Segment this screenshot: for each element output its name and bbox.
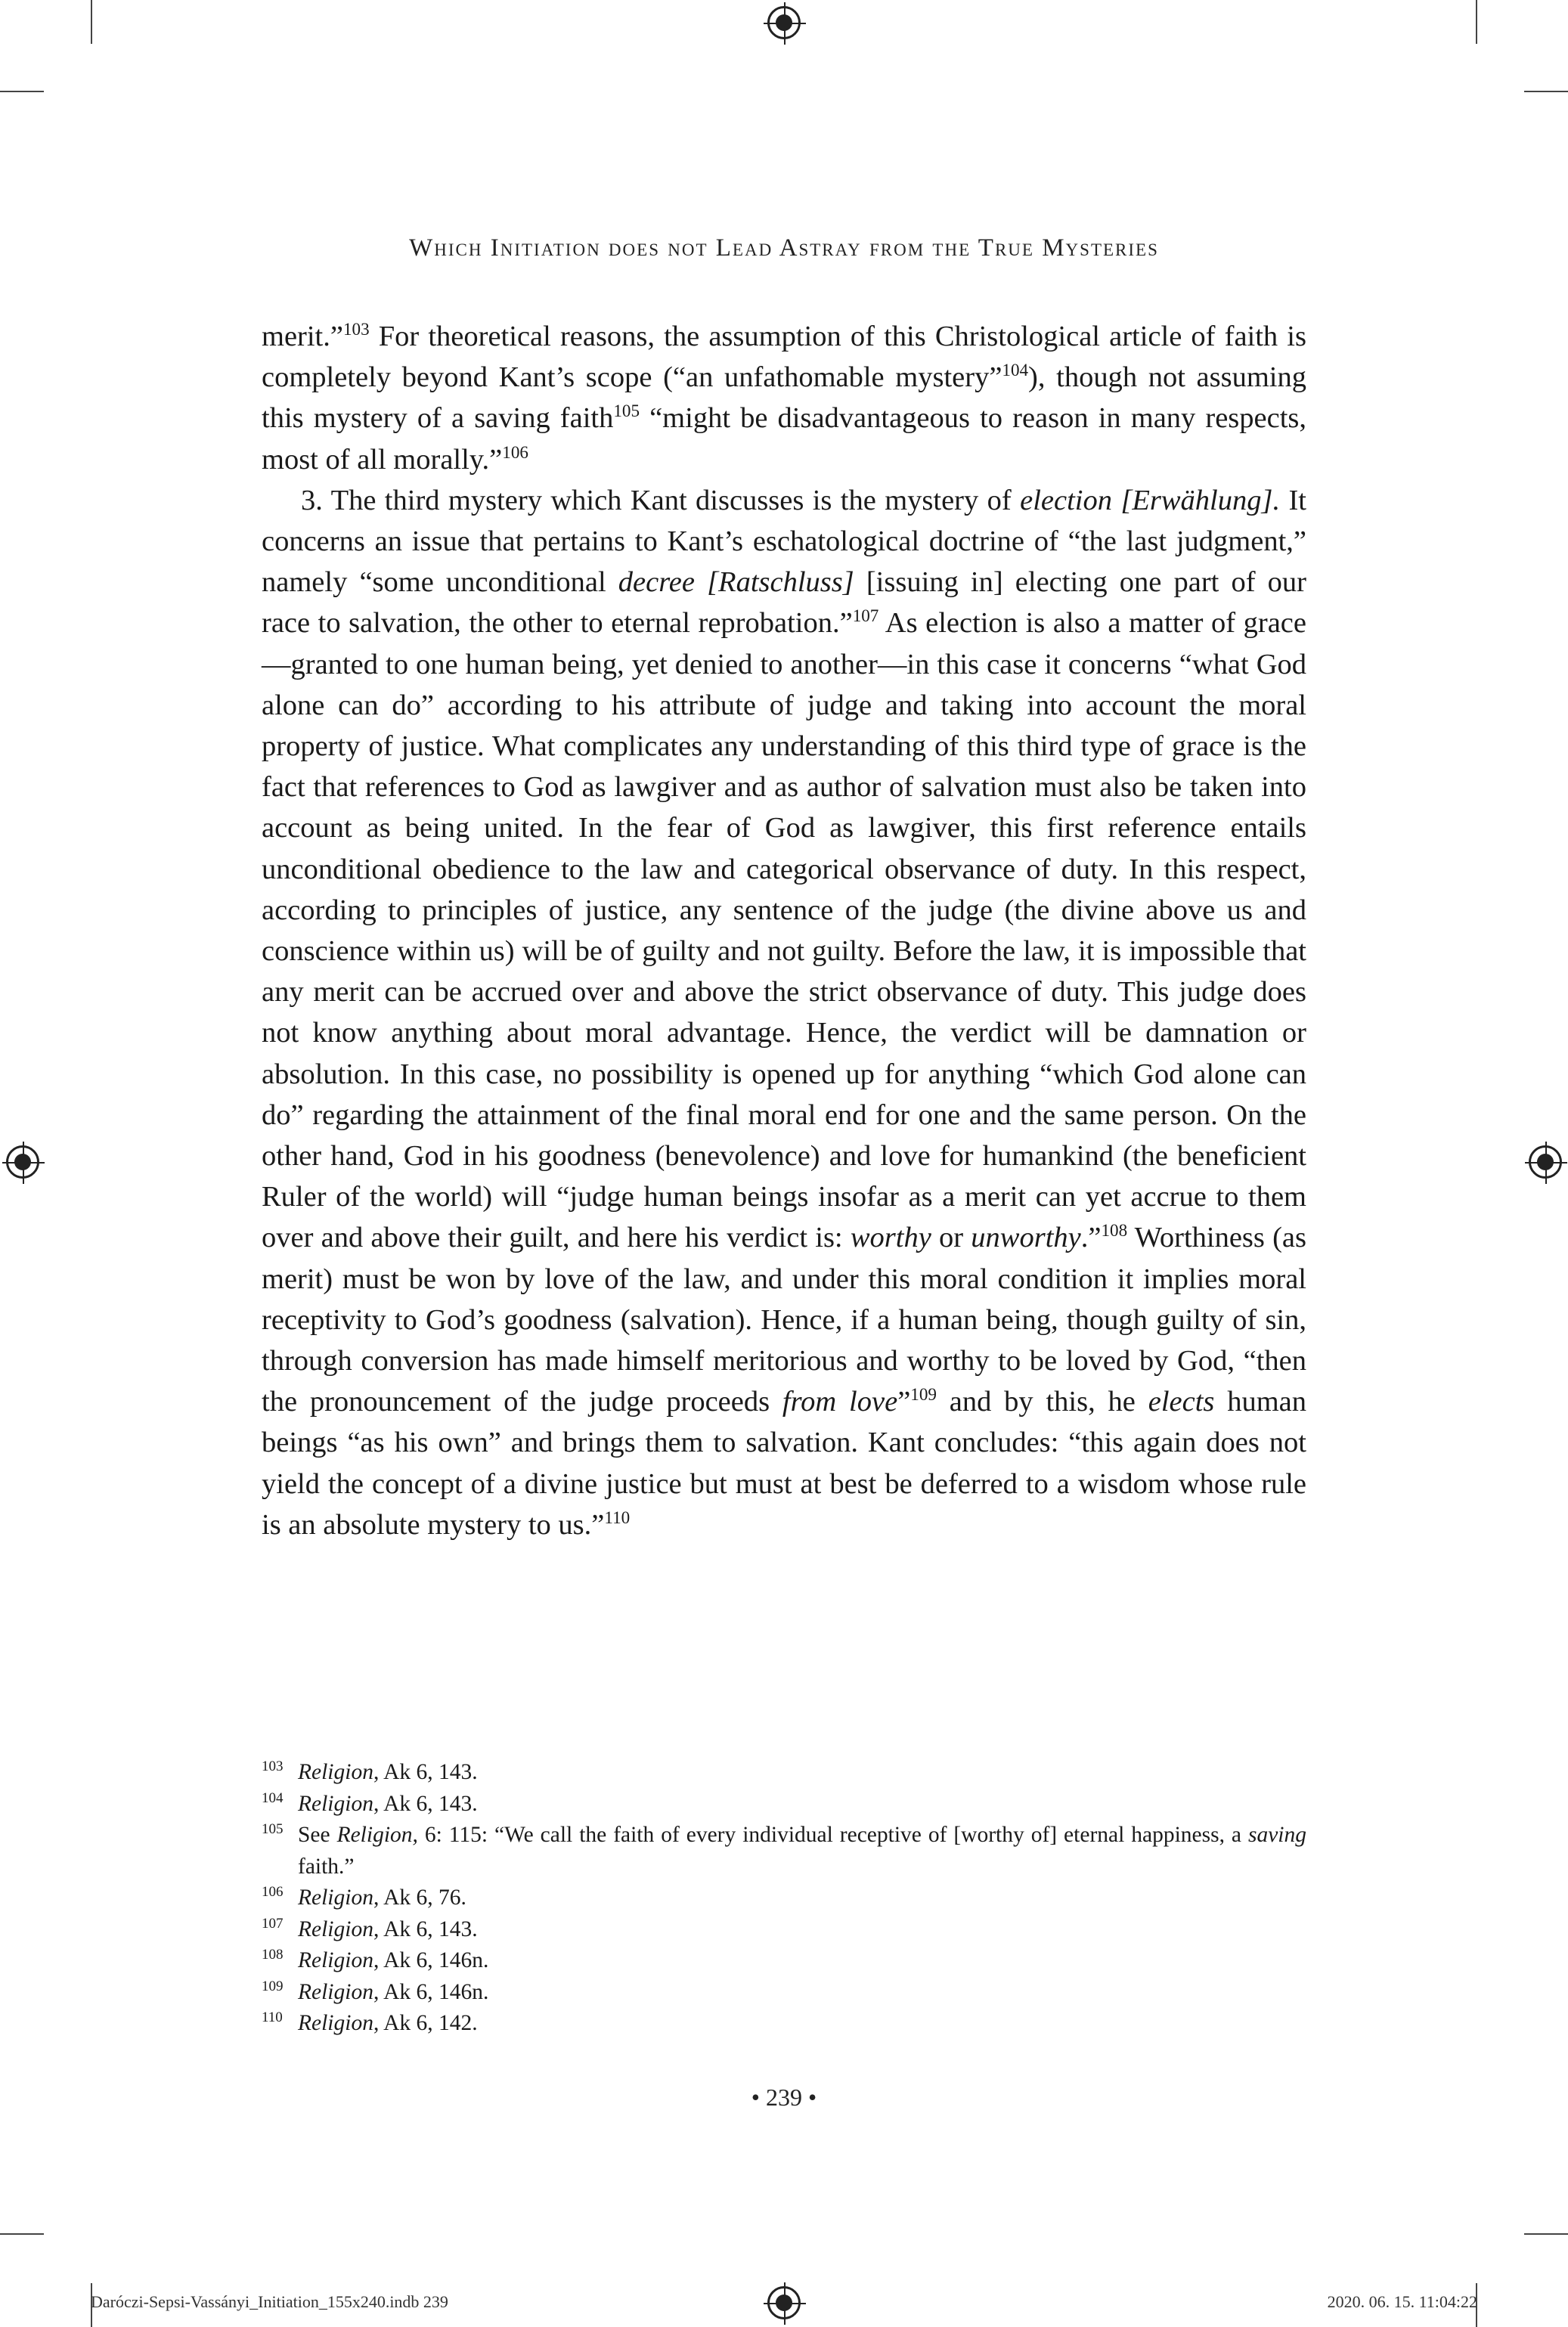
registration-mark-icon	[767, 2286, 801, 2319]
text-run: faith.”	[298, 1854, 355, 1879]
footnote	[262, 1882, 1306, 1914]
footnote	[262, 2008, 1306, 2040]
footnote-list	[262, 1757, 1306, 2040]
italic-text: Religion	[298, 1885, 373, 1910]
footnote-ref: 103	[342, 319, 370, 339]
italic-text: worthy	[850, 1222, 931, 1254]
italic-text: Religion	[298, 1916, 373, 1941]
text-run: , Ak 6, 142.	[373, 2011, 478, 2035]
text-run: 6: 115: “We call the faith of every individual receptive of [worthy of] eternal happiness, a	[417, 1823, 1248, 1847]
text-run: As election is also a matter of grace—granted to one human being, yet denied to another—in this case it concerns “what God alone can do” according to his attribute of judge and taking into account the moral property of justice. What complicates any understanding of this third type of grace is the fact that references to God as lawgiver and as author of salvation must also be taken into account as being united. In the fear of God as lawgiver, this first reference entails unconditional obedience to the law and categorical observance of duty. In this respect, according to principles of justice, any sentence of the judge (the divine above us and conscience within us) will be of guilty and not guilty. Before the law, it is impossible that any merit can be accrued over and above the strict observance of duty. This judge does not know anything about moral advantage. Hence, the verdict will be damnation or absolution. In this case, no possibility is opened up for anything “which God alone can do” regarding the attainment of the final moral end for one and the same person. On the other hand, God in his goodness (benevolence) and love for humankind (the beneficient Ruler of the world) will “judge human beings insofar as a merit can yet accrue to them over and above their guilt, and here his verdict is:	[262, 607, 1306, 1254]
footnote-number: 104	[262, 1789, 284, 1806]
text-run: , Ak 6, 143.	[373, 1916, 478, 1941]
text-run: or	[931, 1222, 971, 1254]
footnote-number: 105	[262, 1821, 284, 1837]
page-number: • 239 •	[751, 2084, 817, 2111]
footnote-ref: 109	[910, 1384, 937, 1405]
italic-text: Religion	[298, 1791, 373, 1816]
italic-text: Religion	[298, 1948, 373, 1972]
text-run: “might be disadvantageous to reason in many respects, most of all morally.”	[262, 402, 1306, 476]
crop-mark	[1524, 91, 1568, 92]
footnote-ref: 106	[502, 442, 528, 462]
footnote-number: 107	[262, 1915, 284, 1932]
text-run: ), though not assuming this mystery of a saving faith	[262, 361, 1306, 435]
text-run: , Ak 6, 146n.	[373, 1979, 489, 2004]
italic-text: unworthy	[971, 1222, 1081, 1254]
text-run: , Ak 6, 146n.	[373, 1948, 489, 1972]
footnote	[262, 1789, 1306, 1820]
footnote-number: 109	[262, 1978, 284, 1994]
crop-mark	[1524, 2233, 1568, 2235]
italic-text: elects	[1148, 1386, 1215, 1418]
footnote-number: 108	[262, 1947, 284, 1963]
crop-mark	[1476, 0, 1477, 44]
text-run: For theoretical reasons, the assumption of this Christological article of faith is completely beyond Kant’s scope (“an unfathomable mystery”	[262, 321, 1306, 394]
running-head: Which Initiation does not Lead Astray from the True Mysteries	[409, 234, 1159, 262]
crop-mark	[91, 0, 92, 44]
footnote-number: 110	[262, 2009, 283, 2025]
footnote-ref: 110	[604, 1507, 631, 1528]
footnote	[262, 1977, 1306, 2009]
italic-text: Religion	[298, 1760, 373, 1784]
italic-text: election [Erwählung].	[1020, 484, 1281, 516]
slug-right: 2020. 06. 15. 11:04:22	[1327, 2292, 1477, 2311]
text-run: Worthiness (as merit) must be won by love of the law, and under this moral condition it implies moral receptivity to God’s goodness (salvation). Hence, if a human being, though guilty of sin, through conversion has made himself meritorious and worthy to be loved by God, “then the pronouncement of the judge proceeds	[262, 1222, 1306, 1418]
paragraph	[262, 480, 1306, 1545]
italic-text: decree [Ratschluss]	[618, 566, 854, 599]
registration-mark-icon	[6, 1145, 39, 1179]
footnote-number: 106	[262, 1884, 284, 1900]
crop-mark	[0, 91, 44, 92]
text-run: , Ak 6, 76.	[373, 1885, 466, 1910]
paragraph	[262, 316, 1306, 480]
footnote	[262, 1945, 1306, 1977]
italic-text: saving	[1247, 1823, 1307, 1847]
text-run: 3. The third mystery which Kant discusses is the mystery of	[301, 484, 1021, 516]
text-run: human beings “as his own” and brings them to salvation. Kant concludes: “this again does not yield the concept of a divine justice but must at best be deferred to a wisdom whose rule is an absolute mystery to us.”	[262, 1386, 1306, 1541]
body-text	[262, 316, 1306, 1545]
footnote	[262, 1757, 1306, 1789]
text-run: It concerns an issue that pertains to Kant’s eschatological doctrine of “the last judgment,” namely “some unconditional	[262, 484, 1306, 599]
footnote-number: 103	[262, 1758, 284, 1774]
text-run: , Ak 6, 143.	[373, 1791, 478, 1816]
italic-text: from love	[782, 1386, 898, 1418]
text-run: ”	[897, 1386, 911, 1418]
text-run: merit.”	[262, 321, 343, 352]
text-run: .”	[1080, 1222, 1102, 1254]
footnote-ref: 105	[613, 401, 640, 421]
footnote-ref: 108	[1101, 1220, 1128, 1241]
footnote-ref: 107	[852, 606, 879, 626]
crop-mark	[0, 2233, 44, 2235]
registration-mark-icon	[1529, 1145, 1562, 1179]
text-run: See	[298, 1823, 337, 1847]
footnote	[262, 1820, 1306, 1882]
italic-text: Religion	[298, 1979, 373, 2004]
text-run: and by this, he	[936, 1386, 1148, 1418]
footnote	[262, 1914, 1306, 1946]
slug-left: Daróczi-Sepsi-Vassányi_Initiation_155x240.indb 239	[91, 2292, 448, 2311]
italic-text: Religion	[298, 2011, 373, 2035]
text-run: , Ak 6, 143.	[373, 1760, 478, 1784]
footnote-ref: 104	[1002, 360, 1029, 380]
registration-mark-icon	[767, 6, 801, 39]
italic-text: Religion,	[336, 1823, 418, 1847]
text-run: [issuing in] electing one part of our race to salvation, the other to eternal reprobation.”	[262, 566, 1307, 640]
